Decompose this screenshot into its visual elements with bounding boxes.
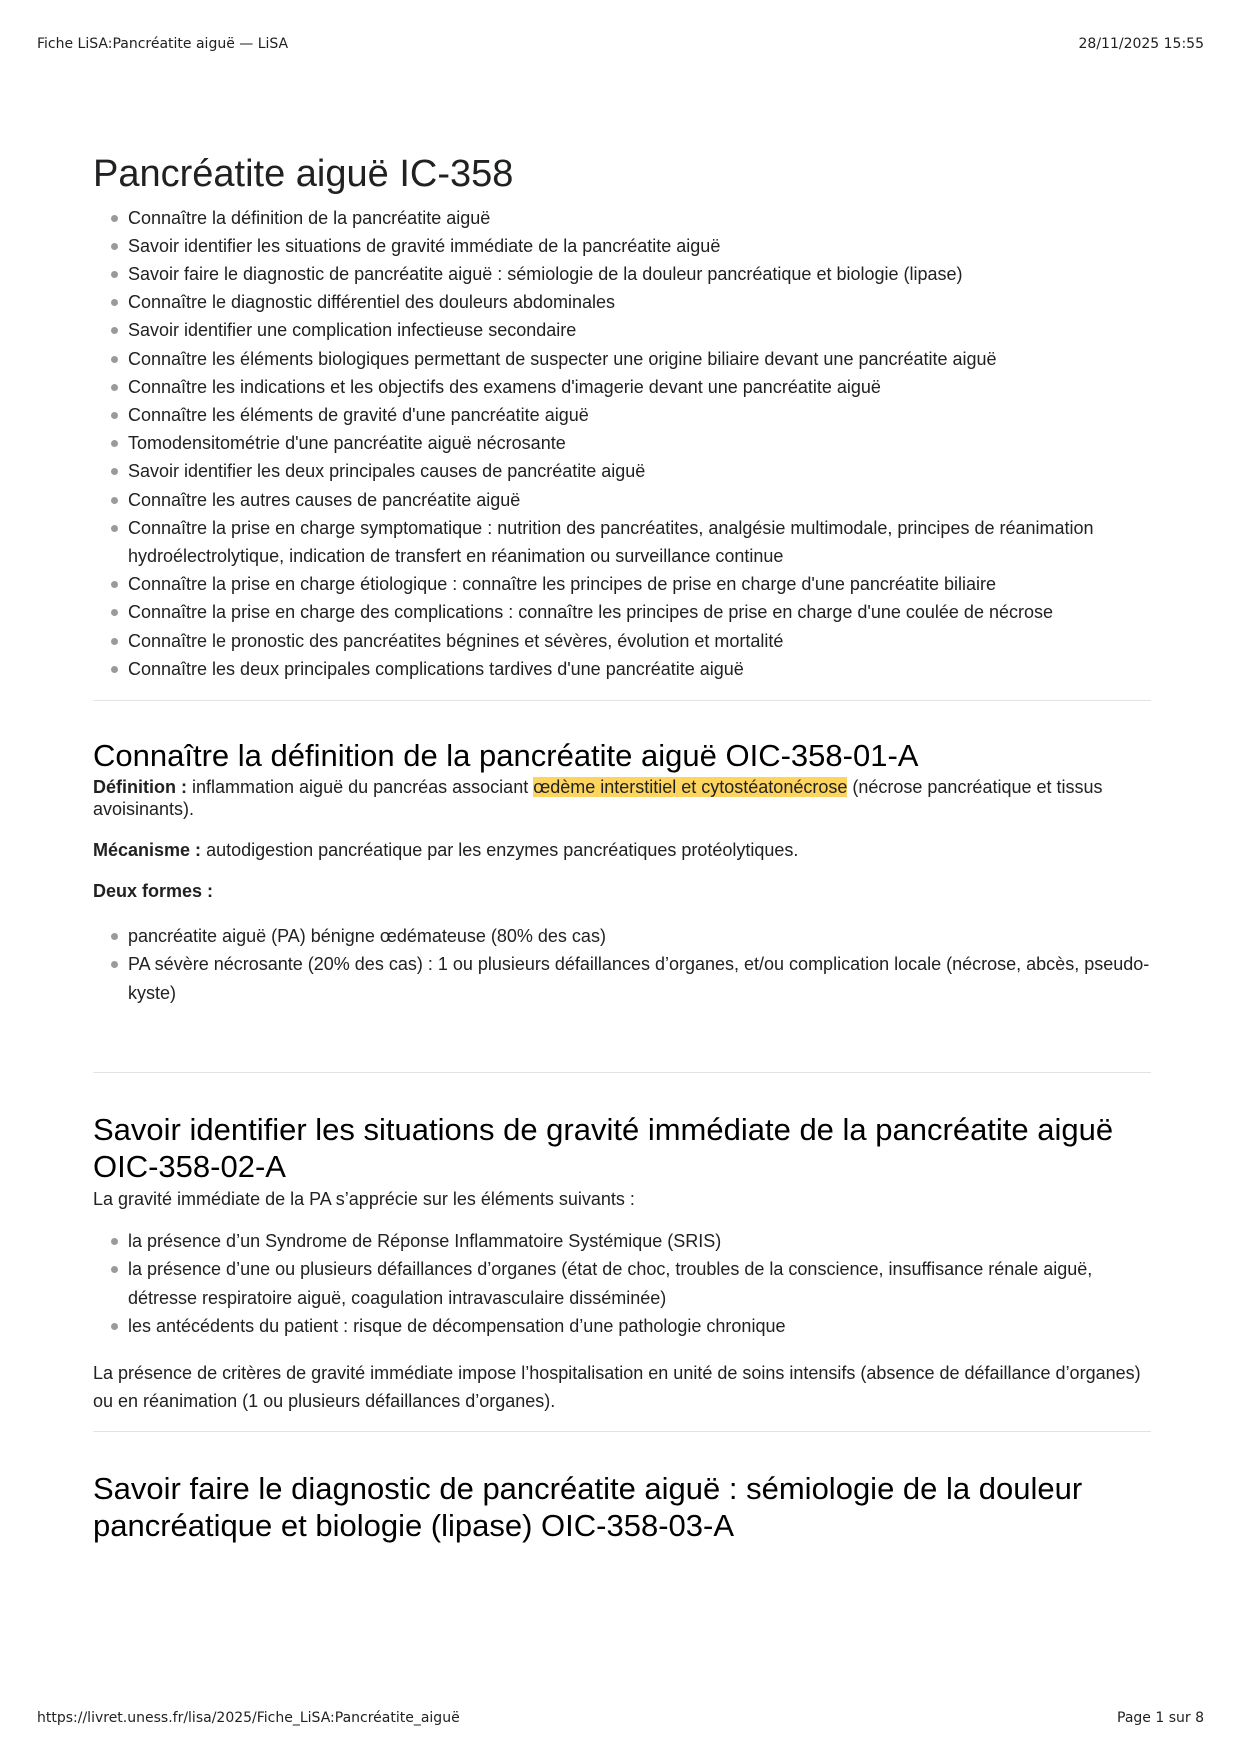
gravity-conclusion: La présence de critères de gravité immédiate impose l’hospitalisation en unité de soins intensifs (absence de défaillance d’organes) ou en réanimation (1 ou plusieurs défaillances d’organes). (93, 1363, 1141, 1412)
list-item: Savoir identifier les situations de gravité immédiate de la pancréatite aiguë (128, 232, 1151, 260)
list-item: Connaître la prise en charge symptomatique : nutrition des pancréatites, analgésie multimodale, principes de réanimation hydroélectrolytique, indication de transfert en réanimation ou surveillance continue (128, 514, 1151, 570)
mechanism-label: Mécanisme : (93, 840, 202, 861)
print-header (37, 36, 1204, 52)
print-footer-page-number: Page 1 sur 8 (1117, 1710, 1204, 1726)
print-header-datetime: 28/11/2025 15:55 (1078, 36, 1204, 52)
list-item: Connaître les indications et les objectifs des examens d'imagerie devant une pancréatite aiguë (128, 373, 1151, 401)
mechanism-text: autodigestion pancréatique par les enzymes pancréatiques protéolytiques. (206, 840, 799, 861)
list-item: Savoir identifier les deux principales causes de pancréatite aiguë (128, 457, 1151, 485)
list-item: Connaître la définition de la pancréatite aiguë (128, 204, 1151, 232)
mechanism-paragraph (93, 839, 1151, 861)
list-item: la présence d’une ou plusieurs défaillances d’organes (état de choc, troubles de la conscience, insuffisance rénale aiguë, détresse respiratoire aiguë, coagulation intravasculaire disséminée) (128, 1255, 1151, 1311)
highlighted-text: œdème interstitiel et cytostéatonécrose (533, 777, 848, 798)
forms-label: Deux formes : (93, 881, 214, 902)
section-title: Connaître la définition de la pancréatite aiguë OIC-358-01-A (93, 738, 919, 774)
list-item: Connaître la prise en charge étiologique : connaître les principes de prise en charge d'une pancréatite biliaire (128, 570, 1151, 598)
print-footer-url: https://livret.uness.fr/lisa/2025/Fiche_LiSA:Pancréatite_aiguë (37, 1710, 460, 1726)
section-gravity (93, 1111, 1151, 1415)
page-title: Pancréatite aiguë IC-358 (93, 153, 514, 195)
forms-list (93, 922, 1151, 1007)
list-item: Connaître les éléments biologiques permettant de suspecter une origine biliaire devant une pancréatite aiguë (128, 345, 1151, 373)
list-item: PA sévère nécrosante (20% des cas) : 1 ou plusieurs défaillances d’organes, et/ou complication locale (nécrose, abcès, pseudo-kyste) (128, 950, 1151, 1006)
list-item: Savoir faire le diagnostic de pancréatite aiguë : sémiologie de la douleur pancréatique et biologie (lipase) (128, 260, 1151, 288)
list-item: pancréatite aiguë (PA) bénigne œdémateuse (80% des cas) (128, 922, 1151, 950)
list-item: Connaître les deux principales complications tardives d'une pancréatite aiguë (128, 655, 1151, 683)
article-content (93, 152, 1151, 1544)
list-item: la présence d’un Syndrome de Réponse Inflammatoire Systémique (SRIS) (128, 1227, 1151, 1255)
gravity-list (93, 1227, 1151, 1340)
objectives-list (93, 204, 1151, 683)
definition-text-before: inflammation aiguë du pancréas associant (192, 777, 529, 798)
print-header-title: Fiche LiSA:Pancréatite aiguë — LiSA (37, 36, 289, 52)
list-item: Tomodensitométrie d'une pancréatite aiguë nécrosante (128, 429, 1151, 457)
section-divider (93, 1431, 1151, 1432)
print-footer (37, 1710, 1204, 1726)
list-item: Connaître la prise en charge des complications : connaître les principes de prise en charge d'une coulée de nécrose (128, 598, 1151, 626)
section-divider (93, 1072, 1151, 1073)
list-item: les antécédents du patient : risque de décompensation d’une pathologie chronique (128, 1312, 1151, 1340)
gravity-intro: La gravité immédiate de la PA s’apprécie sur les éléments suivants : (93, 1189, 635, 1210)
definition-text-after: (nécrose pancréatique et tissus avoisinants). (93, 777, 1103, 820)
list-item: Savoir identifier une complication infectieuse secondaire (128, 316, 1151, 344)
list-item: Connaître les éléments de gravité d'une pancréatite aiguë (128, 401, 1151, 429)
definition-label: Définition : (93, 777, 187, 798)
forms-paragraph (93, 880, 1151, 902)
section-diagnosis (93, 1470, 1151, 1544)
list-item: Connaître le diagnostic différentiel des douleurs abdominales (128, 288, 1151, 316)
section-title: Savoir faire le diagnostic de pancréatite aiguë : sémiologie de la douleur pancréatique et biologie (lipase) OIC-358-03-A (93, 1471, 1083, 1544)
section-definition (93, 737, 1151, 1007)
definition-paragraph (93, 776, 1151, 820)
list-item: Connaître les autres causes de pancréatite aiguë (128, 486, 1151, 514)
section-title: Savoir identifier les situations de gravité immédiate de la pancréatite aiguë OIC-358-02-A (93, 1111, 1114, 1185)
list-item: Connaître le pronostic des pancréatites bégnines et sévères, évolution et mortalité (128, 627, 1151, 655)
section-divider (93, 700, 1151, 701)
